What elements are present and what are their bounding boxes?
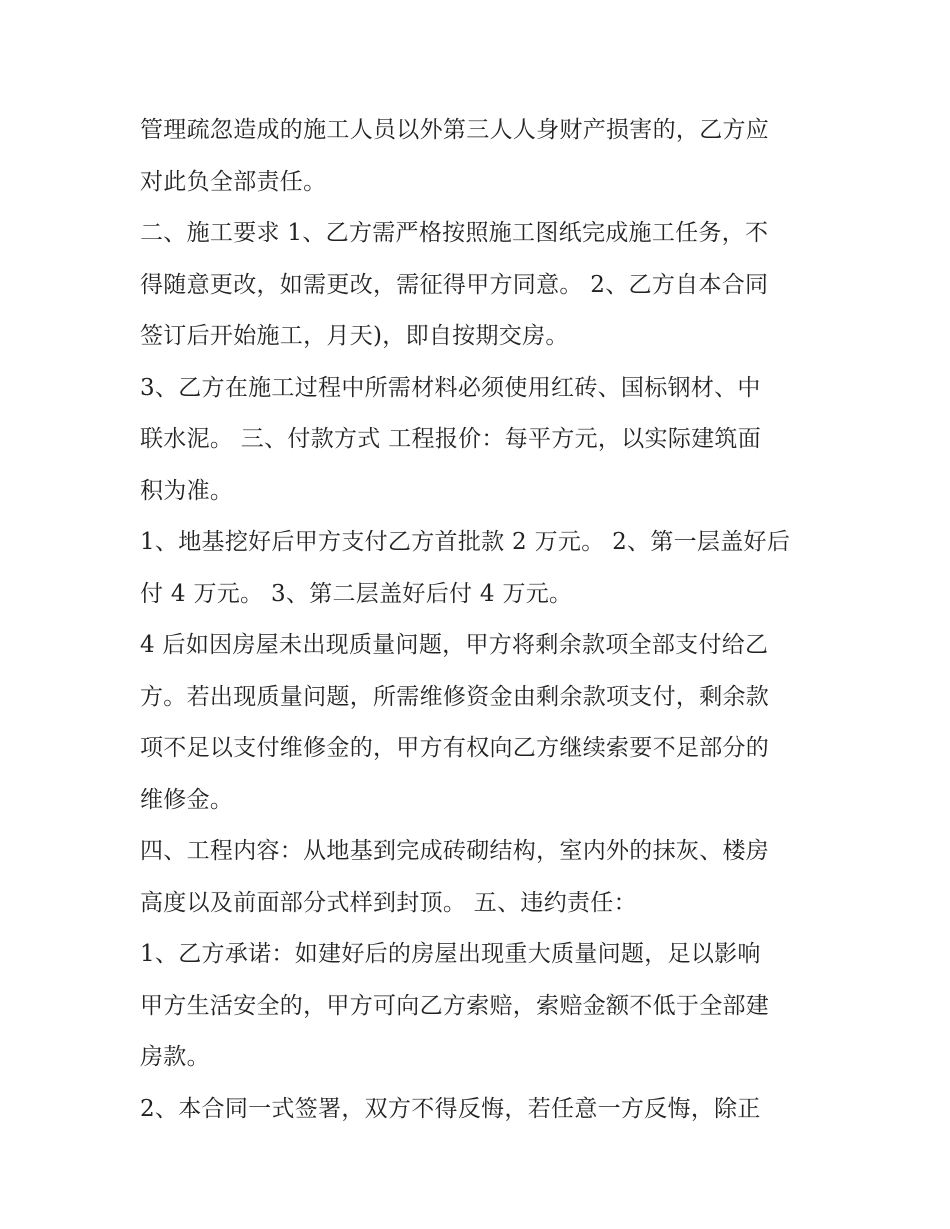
text-line: 对此负全部责任。: [140, 168, 327, 195]
text-line: 付 4 万元。 3、第二层盖好后付 4 万元。: [140, 580, 573, 607]
paragraph-contract-signing: [140, 1084, 812, 1136]
text-line: 高度以及前面部分式样到封顶。 五、违约责任：: [140, 889, 637, 916]
text-line: 方。若出现质量问题，所需维修资金由剩余款项支付，剩余款: [140, 683, 770, 710]
text-line: 1、地基挖好后甲方支付乙方首批款 2 万元。 2、第一层盖好后: [140, 529, 791, 555]
text-line: 2、本合同一式签署，双方不得反悔，若任意一方反悔，除正: [140, 1095, 761, 1122]
text-line: 维修金。: [140, 786, 234, 813]
paragraph-construction-requirements: [140, 208, 812, 363]
paragraph-final-payment: [140, 620, 812, 826]
paragraph-liability: [140, 105, 812, 208]
text-line: 房款。: [140, 1044, 210, 1070]
text-line: 管理疏忽造成的施工人员以外第三人人身财产损害的，乙方应: [140, 117, 770, 143]
paragraph-materials-payment: [140, 363, 812, 518]
text-line: 积为准。: [140, 477, 234, 504]
text-line: 四、工程内容：从地基到完成砖砌结构，室内外的抹灰、楼房: [140, 838, 770, 864]
text-line: 二、施工要求 1、乙方需严格按照施工图纸完成施工任务，不: [140, 220, 769, 246]
paragraph-scope-of-work: [140, 826, 812, 929]
text-line: 3、乙方在施工过程中所需材料必须使用红砖、国标钢材、中: [140, 374, 761, 401]
text-line: 1、乙方承诺：如建好后的房屋出现重大质量问题，足以影响: [140, 941, 761, 967]
text-line: 得随意更改，如需更改，需征得甲方同意。 2、乙方自本合同: [140, 271, 769, 298]
text-line: 项不足以支付维修金的，甲方有权向乙方继续索要不足部分的: [140, 735, 770, 761]
document-body: [140, 105, 812, 1135]
text-line: 联水泥。 三、付款方式 工程报价：每平方元，以实际建筑面: [140, 426, 762, 452]
paragraph-payment-schedule: [140, 517, 812, 620]
text-line: 签订后开始施工，月天)，即自按期交房。: [140, 323, 569, 349]
text-line: 甲方生活安全的，甲方可向乙方索赔，索赔金额不低于全部建: [140, 992, 770, 1019]
paragraph-breach-commitment: [140, 929, 812, 1084]
text-line: 4 后如因房屋未出现质量问题，甲方将剩余款项全部支付给乙: [140, 632, 769, 658]
